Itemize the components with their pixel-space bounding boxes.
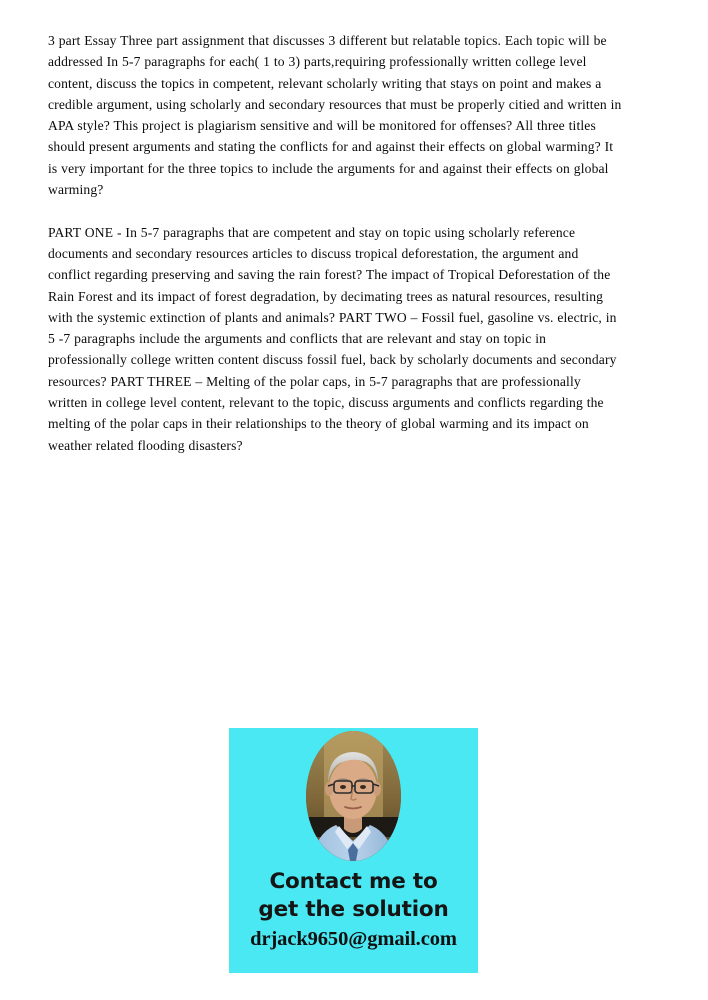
promo-headline-line-1: Contact me to [269,869,438,894]
paragraph-assignment-overview: 3 part Essay Three part assignment that discusses 3 different but relatable topics. Each topic will be addressed In 5-7 paragraphs for each( 1 to 3) parts,requiring professionally written college level content, discuss the topics in competent, relevant scholarly writing that stays on point and makes a credible argument, using scholarly and secondary resources that must be properly citied and written in APA style? This project is plagiarism sensitive and will be monitored for offenses? All three titles should present arguments and stating the conflicts for and against their effects on global warming? It is very important for the three topics to include the arguments for and against their effects on global warming? [48,33,622,198]
contact-email[interactable]: drjack9650@gmail.com [250,928,457,950]
paragraph-assignment-parts: PART ONE - In 5-7 paragraphs that are competent and stay on topic using scholarly reference documents and secondary resources articles to discuss tropical deforestation, the argument and conflict regarding preserving and saving the rain forest? The impact of Tropical Deforestation of the Rain Forest and its impact of forest degradation, by decimating trees as natural resources, resulting with the systemic extinction of plants and animals? PART TWO – Fossil fuel, gasoline vs. electric, in 5 -7 paragraphs include the arguments and conflicts that are relevant and stay on topic in professionally college written content discuss fossil fuel, back by scholarly documents and secondary resources? PART THREE – Melting of the polar caps, in 5-7 paragraphs that are professionally written in college level content, relevant to the topic, discuss arguments and conflicts regarding the melting of the polar caps in their relationships to the theory of global warming and its impact on weather related flooding disasters? [48,224,617,453]
promo-headline-line-2: get the solution [258,897,449,922]
avatar [306,731,401,861]
document-body [48,30,624,456]
contact-promo-banner [229,728,478,973]
paragraph-spacer [48,200,624,221]
portrait-photo-icon [306,731,401,861]
